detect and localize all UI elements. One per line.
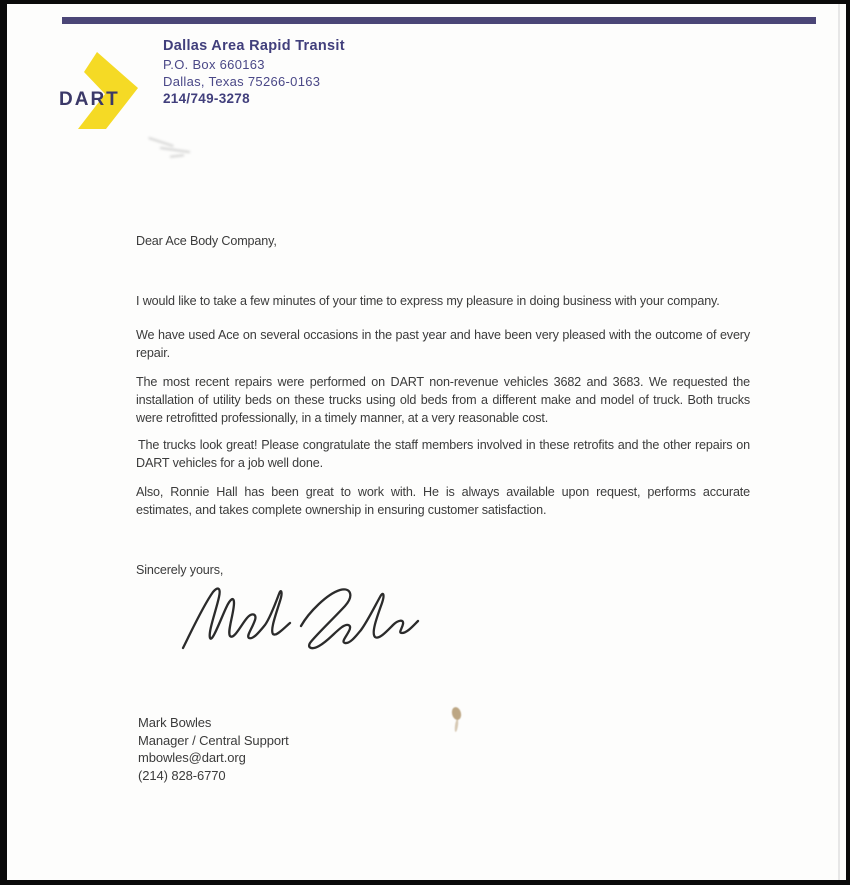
signer-email: mbowles@dart.org [138,750,246,765]
signature-block [138,714,289,784]
salutation: Dear Ace Body Company, [136,234,277,248]
dart-logo-wordmark: DART [59,89,120,110]
paragraph-3: The most recent repairs were performed on DART non-revenue vehicles 3682 and 3683. We requested the installation of utility beds on these trucks using old beds from a different make and model of truck. Both trucks were retrofitted professionally, in a timely manner, at a very reasonable cost. [136,375,750,425]
scan-smudge [140,135,202,163]
paragraph-5: Also, Ronnie Hall has been great to work with. He is always available upon request, performs accurate estimates, and takes complete ownership in ensuring customer satisfaction. [136,485,750,517]
signer-name: Mark Bowles [138,715,212,730]
closing: Sincerely yours, [136,563,224,577]
signer-phone: (214) 828-6770 [138,767,226,783]
org-name: Dallas Area Rapid Transit [163,38,345,54]
handwritten-signature [177,580,427,655]
letterhead-phone: 214/749-3278 [163,91,250,106]
paragraph-1: I would like to take a few minutes of your time to express my pleasure in doing business with your company. [136,294,720,308]
po-box-line: P.O. Box 660163 [163,57,265,72]
signer-title: Manager / Central Support [138,732,289,748]
paragraph-4: The trucks look great! Please congratulate the staff members involved in these retrofits and the other repairs on DART vehicles for a job well done. [136,438,750,470]
paragraph-2: We have used Ace on several occasions in the past year and have been very pleased with the outcome of every repair. [136,328,750,360]
city-line: Dallas, Texas 75266-0163 [163,73,321,89]
letter-page [7,4,846,880]
letterhead-text [163,38,345,106]
scan-speck [448,701,464,735]
scan-edge-shadow [838,4,840,880]
letterhead-rule [62,17,816,24]
